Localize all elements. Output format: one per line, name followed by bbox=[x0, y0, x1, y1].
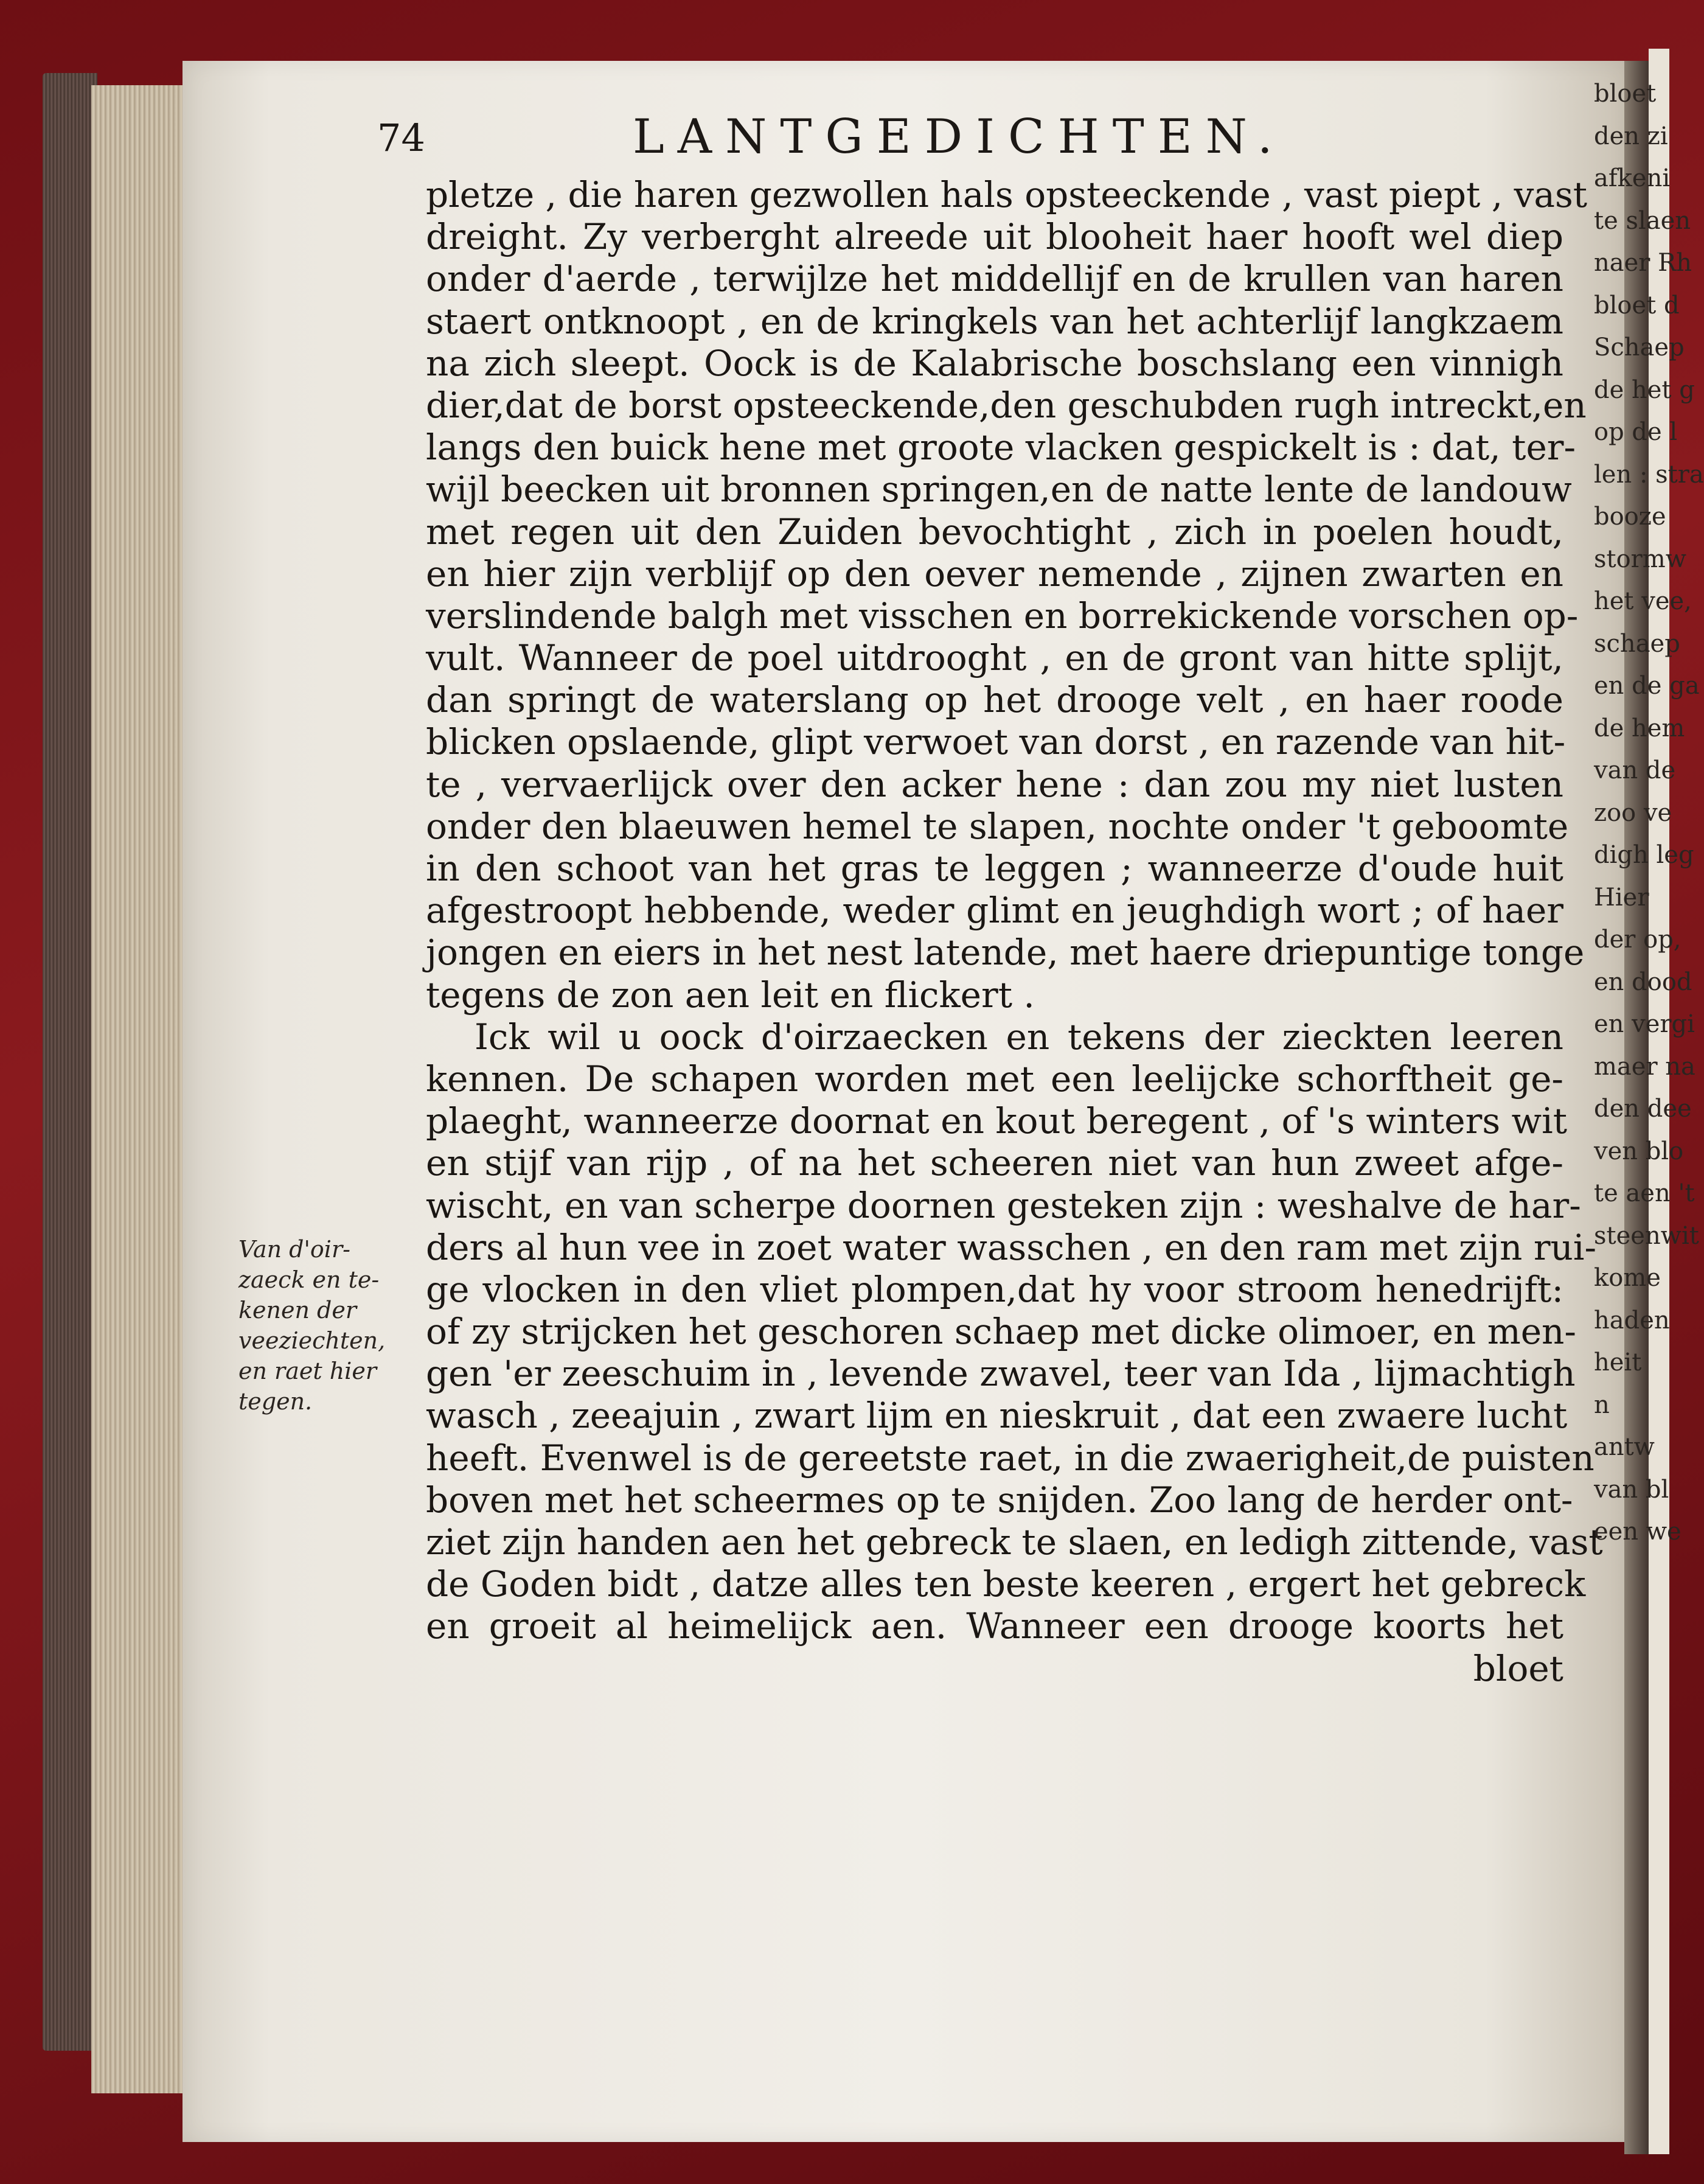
facing-line: len : stra bbox=[1594, 460, 1704, 489]
facing-line: digh leg bbox=[1594, 841, 1694, 869]
text-line: onder den blaeuwen hemel te slapen, nochte onder 't geboomte bbox=[426, 805, 1569, 847]
facing-line: op de l bbox=[1594, 418, 1678, 446]
facing-line: kome bbox=[1594, 1264, 1661, 1292]
text-line: langs den buick hene met groote vlacken gespickelt is : dat, ter- bbox=[426, 427, 1576, 469]
text-line: tegens de zon aen leit en flickert . bbox=[426, 974, 1035, 1016]
text-line: afgestroopt hebbende, weder glimt en jeughdigh wort ; of haer bbox=[426, 890, 1563, 932]
facing-line: n bbox=[1594, 1390, 1610, 1419]
page-header bbox=[377, 110, 1533, 170]
body-text bbox=[426, 174, 1603, 1690]
facing-line: naer Rh bbox=[1594, 249, 1692, 277]
text-line: wijl beecken uit bronnen springen,en de natte lente de landouw bbox=[426, 469, 1572, 511]
running-title: LANTGEDICHTEN. bbox=[633, 110, 1286, 164]
text-line: onder d'aerde , terwijlze het middellijf en de krullen van haren bbox=[426, 258, 1563, 300]
text-line: boven met het scheermes op te snijden. Zoo lang de herder ont- bbox=[426, 1479, 1573, 1521]
facing-line: zoo ve bbox=[1594, 798, 1672, 827]
facing-line: en vergi bbox=[1594, 1010, 1695, 1038]
text-line: verslindende balgh met visschen en borrekickende vorschen op- bbox=[426, 595, 1579, 637]
facing-page-fragment bbox=[1594, 73, 1704, 2081]
facing-line: antw bbox=[1594, 1433, 1655, 1461]
facing-line: de hem bbox=[1594, 714, 1685, 742]
facing-line: stormw bbox=[1594, 545, 1686, 573]
facing-line: te slaen bbox=[1594, 206, 1691, 235]
margin-note bbox=[238, 1234, 403, 1417]
text-line: dier,dat de borst opsteeckende,den geschubden rugh intreckt,en bbox=[426, 384, 1587, 426]
text-line: met regen uit den Zuiden bevochtight , zich in poelen houdt, bbox=[426, 511, 1563, 553]
page-number: 74 bbox=[377, 116, 425, 160]
text-line: in den schoot van het gras te leggen ; wanneerze d'oude huit bbox=[426, 848, 1563, 889]
facing-line: van de bbox=[1594, 756, 1676, 784]
facing-line: het vee, bbox=[1594, 587, 1692, 615]
facing-line: een we bbox=[1594, 1518, 1681, 1546]
text-line: wasch , zeeajuin , zwart lijm en nieskruit , dat een zwaere lucht bbox=[426, 1395, 1568, 1437]
facing-line: booze bbox=[1594, 503, 1666, 531]
text-line: vult. Wanneer de poel uitdrooght , en de gront van hitte splijt, bbox=[426, 637, 1563, 679]
catchword: bloet bbox=[1473, 1647, 1563, 1689]
facing-line: der op, bbox=[1594, 926, 1681, 954]
margin-note-line: en raet hier bbox=[238, 1358, 377, 1384]
text-line: en hier zijn verblijf op den oever nemende , zijnen zwarten en bbox=[426, 553, 1563, 595]
facing-line: ven blo bbox=[1594, 1137, 1684, 1165]
facing-line: te aen 't bbox=[1594, 1179, 1695, 1207]
facing-line: Hier bbox=[1594, 883, 1649, 912]
text-line: en stijf van rijp , of na het scheeren niet van hun zweet afge- bbox=[426, 1142, 1563, 1184]
facing-line: van bl bbox=[1594, 1475, 1669, 1504]
text-line: wischt, en van scherpe doornen gesteken zijn : weshalve de har- bbox=[426, 1184, 1581, 1226]
facing-line: maer na bbox=[1594, 1052, 1695, 1081]
text-line: ziet zijn handen aen het gebreck te slaen, en ledigh zittende, vast bbox=[426, 1521, 1603, 1563]
text-line: dreight. Zy verberght alreede uit blooheit haer hooft wel diep bbox=[426, 216, 1563, 258]
facing-line: heit bbox=[1594, 1348, 1642, 1376]
margin-note-line: Van d'oir- bbox=[238, 1236, 350, 1263]
facing-line: bloet bbox=[1594, 80, 1657, 108]
text-line: na zich sleept. Oock is de Kalabrische boschslang een vinnigh bbox=[426, 342, 1563, 384]
facing-line: en dood bbox=[1594, 968, 1692, 996]
margin-note-line: kenen der bbox=[238, 1297, 357, 1324]
text-line: blicken opslaende, glipt verwoet van dorst , en razende van hit- bbox=[426, 721, 1566, 763]
text-line: staert ontknoopt , en de kringkels van het achterlijf langkzaem bbox=[426, 300, 1563, 342]
facing-line: haden bbox=[1594, 1306, 1670, 1334]
margin-note-line: zaeck en te- bbox=[238, 1266, 380, 1293]
text-line: dan springt de waterslang op het drooge velt , en haer roode bbox=[426, 679, 1563, 721]
text-line: te , vervaerlijck over den acker hene : dan zou my niet lusten bbox=[426, 763, 1563, 805]
facing-line: en de ga bbox=[1594, 672, 1700, 700]
facing-line: afkeni bbox=[1594, 164, 1671, 192]
margin-note-line: tegen. bbox=[238, 1388, 313, 1415]
book-spine-edge bbox=[43, 73, 97, 2051]
facing-line: den dee bbox=[1594, 1095, 1692, 1123]
text-line: of zy strijcken het geschoren schaep met dicke olimoer, en men- bbox=[426, 1311, 1576, 1353]
text-line: ders al hun vee in zoet water wasschen , en den ram met zijn rui- bbox=[426, 1226, 1597, 1268]
facing-line: de het g bbox=[1594, 375, 1695, 404]
text-line: gen 'er zeeschuim in , levende zwavel, teer van Ida , lijmachtigh bbox=[426, 1353, 1576, 1395]
text-line: heeft. Evenwel is de gereetste raet, in die zwaerigheit,de puisten bbox=[426, 1437, 1594, 1479]
text-line: de Goden bidt , datze alles ten beste keeren , ergert het gebreck bbox=[426, 1563, 1586, 1605]
text-line: en groeit al heimelijck aen. Wanneer een drooge koorts het bbox=[426, 1605, 1563, 1647]
text-line: plaeght, wanneerze doornat en kout beregent , of 's winters wit bbox=[426, 1100, 1568, 1142]
text-line: Ick wil u oock d'oirzaecken en tekens der zieckten leeren bbox=[475, 1016, 1563, 1058]
facing-line: bloet d bbox=[1594, 291, 1680, 319]
text-line: kennen. De schapen worden met een leelijcke schorftheit ge- bbox=[426, 1058, 1563, 1100]
text-line: jongen en eiers in het nest latende, met haere driepuntige tonge bbox=[426, 932, 1585, 974]
facing-line: den zi bbox=[1594, 122, 1668, 150]
margin-note-line: veeziechten, bbox=[238, 1327, 386, 1354]
facing-line: Schaep bbox=[1594, 333, 1685, 361]
facing-line: schaep bbox=[1594, 629, 1680, 658]
facing-line: steenwit bbox=[1594, 1221, 1699, 1250]
text-line: pletze , die haren gezwollen hals opsteeckende , vast piept , vast bbox=[426, 174, 1588, 215]
text-line: ge vlocken in den vliet plompen,dat hy voor stroom henedrijft: bbox=[426, 1268, 1563, 1310]
